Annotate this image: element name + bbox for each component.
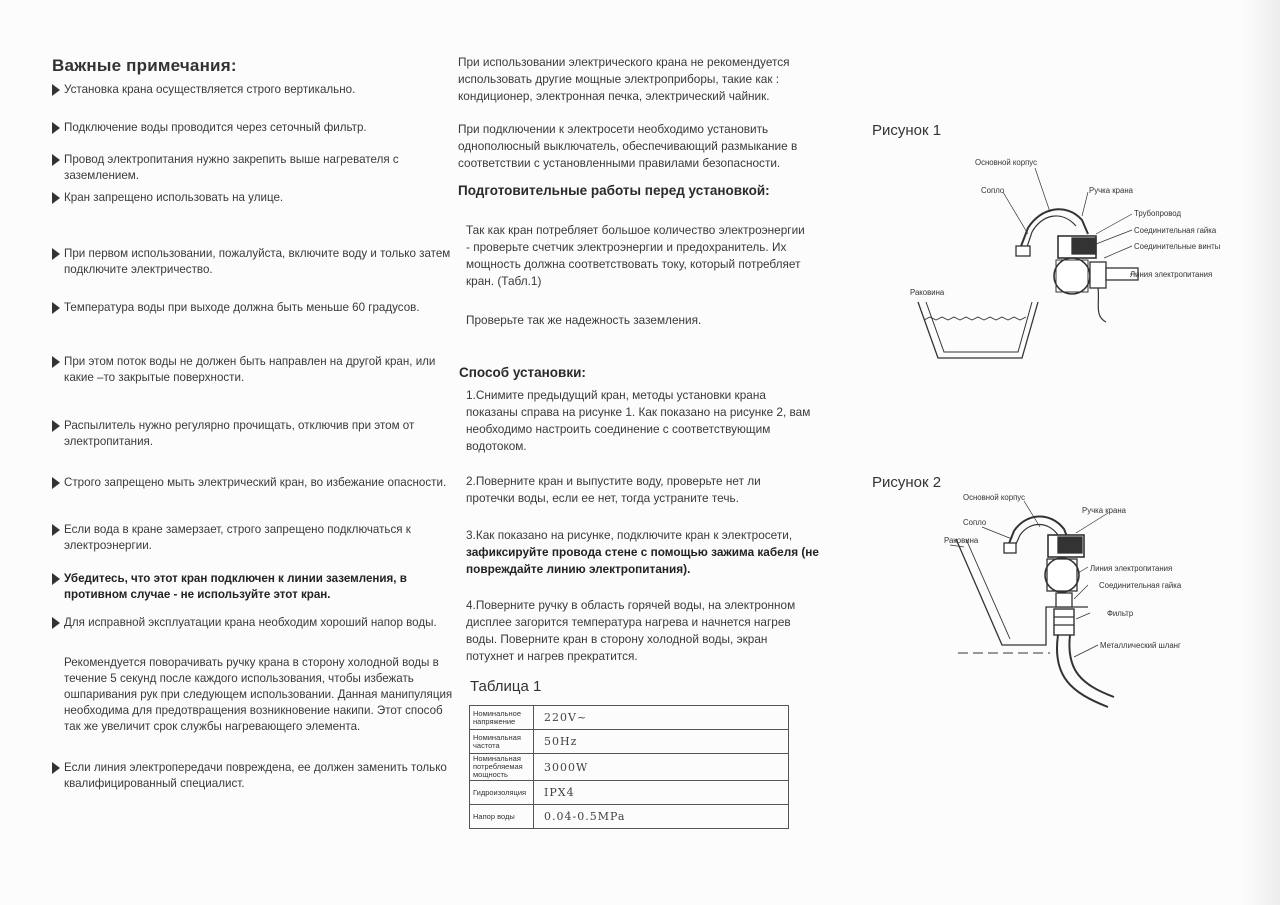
- note-text: Установка крана осуществляется строго вертикально.: [64, 83, 356, 96]
- install-step-3-bold: зафиксируйте провода стене с помощью зажима кабеля (не повреждайте линию электропитания).: [466, 545, 819, 576]
- fig2-label-body: Основной корпус: [963, 493, 1026, 502]
- bullet-arrow-icon: [52, 356, 60, 368]
- fig2-connecting-nut: [1056, 593, 1072, 607]
- important-notes-heading: Важные примечания:: [52, 56, 237, 75]
- spec-value: 0.04-0.5MPa: [534, 805, 789, 829]
- bullet-arrow-icon: [52, 420, 60, 432]
- fig2-label-sink: Раковина: [944, 536, 979, 545]
- table-row: [470, 781, 789, 805]
- fig2-label-nozzle: Сопло: [963, 518, 987, 527]
- table-row: [470, 706, 789, 730]
- bullet-arrow-icon: [52, 122, 60, 134]
- fig1-label-sink: Раковина: [910, 288, 945, 297]
- bullet-arrow-icon: [52, 573, 60, 585]
- fig1-heater-body: [1054, 258, 1090, 294]
- bullet-arrow-icon: [52, 762, 60, 774]
- intro-paragraph-1: При использовании электрического крана не рекомендуется использовать другие мощные электроприборы, такие как : кондиционер, электронная печка, электрический чайник.: [458, 55, 790, 103]
- bullet-arrow-icon: [52, 248, 60, 260]
- spec-label: Номинальная частота: [470, 730, 534, 754]
- note-text: Убедитесь, что этот кран подключен к линии заземления, в противном случае - не используйте этот кран.: [64, 572, 407, 601]
- table-row: [470, 730, 789, 754]
- bullet-arrow-icon: [52, 302, 60, 314]
- fig2-filter: [1054, 609, 1074, 635]
- fig1-label-nozzle: Сопло: [981, 186, 1005, 195]
- note-item: [52, 760, 457, 792]
- note-item: [52, 354, 457, 386]
- spec-value: 3000W: [534, 754, 789, 781]
- note-item: [52, 190, 457, 206]
- note-item: [52, 152, 457, 184]
- spec-value: 50Hz: [534, 730, 789, 754]
- fig1-label-screws: Соединительные винты: [1134, 242, 1221, 251]
- fig1-label-power: Линия электропитания: [1130, 270, 1213, 279]
- note-text: При этом поток воды не должен быть направлен на другой кран, или какие –то закрытые поверхности.: [64, 355, 436, 384]
- fig1-water-line: [924, 317, 1026, 320]
- bullet-arrow-icon: [52, 524, 60, 536]
- fig2-label-handle: Ручка крана: [1082, 506, 1126, 515]
- note-text: Если линия электропередачи повреждена, ее должен заменить только квалифицированный специалист.: [64, 761, 447, 790]
- scan-edge-shadow: [1242, 0, 1280, 905]
- fig1-label-handle: Ручка крана: [1089, 186, 1133, 195]
- fig2-label-power: Линия электропитания: [1090, 564, 1173, 573]
- fig2-label-hose: Металлический шланг: [1100, 641, 1181, 650]
- note-item: [52, 120, 457, 136]
- spec-value: 220V~: [534, 706, 789, 730]
- install-step-1: 1.Снимите предыдущий кран, методы установки крана показаны справа на рисунке 1. Как показано на рисунке 2, вам необходимо настроить соединение с соответствующим водотоком.: [466, 388, 811, 453]
- spec-label: Номинальное напряжение: [470, 706, 534, 730]
- note-item: [52, 615, 457, 631]
- spec-table: [469, 705, 789, 829]
- note-text: Температура воды при выходе должна быть меньше 60 градусов.: [64, 301, 420, 314]
- bullet-arrow-icon: [52, 154, 60, 166]
- prep-paragraph: Так как кран потребляет большое количество электроэнергии - проверьте счетчик электроэнергии и предохранитель. Их мощность должна соответствовать току, который потребляет кран. (Табл.1): [466, 223, 805, 288]
- fig1-label-nut: Соединительная гайка: [1134, 226, 1217, 235]
- note-text: Строго запрещено мыть электрический кран, во избежание опасности.: [64, 476, 447, 489]
- note-item: [52, 82, 457, 98]
- note-text: Подключение воды проводится через сеточный фильтр.: [64, 121, 367, 134]
- note-item: [52, 571, 457, 603]
- spec-label: Гидроизоляция: [470, 781, 534, 805]
- bullet-arrow-icon: [52, 84, 60, 96]
- note-item: [52, 418, 457, 450]
- note-text: Если вода в кране замерзает, строго запрещено подключаться к электроэнергии.: [64, 523, 411, 552]
- fig1-power-line: [1098, 288, 1106, 322]
- note-item: [52, 300, 457, 316]
- fig2-label-filter: Фильтр: [1107, 609, 1134, 618]
- install-step-2: 2.Поверните кран и выпустите воду, проверьте нет ли протечки воды, если ее нет, тогда устраните течь.: [466, 474, 761, 505]
- spec-value: IPX4: [534, 781, 789, 805]
- bullet-arrow-icon: [52, 192, 60, 204]
- note-item: [52, 522, 457, 554]
- note-text: Провод электропитания нужно закрепить выше нагревателя с заземлением.: [64, 153, 399, 182]
- note-text: При первом использовании, пожалуйста, включите воду и только затем подключите электричество.: [64, 247, 451, 276]
- spec-label: Номинальная потребляемая мощность: [470, 754, 534, 781]
- spec-label: Напор воды: [470, 805, 534, 829]
- bullet-arrow-icon: [52, 617, 60, 629]
- figure-1-title: Рисунок 1: [872, 122, 942, 139]
- fig1-label-pipe: Трубопровод: [1134, 209, 1182, 218]
- intro-paragraph-2: При подключении к электросети необходимо установить однополюсный выключатель, обеспечивающий размыкание в соответствии с установленными правилами безопасности.: [458, 122, 798, 170]
- fig2-label-nut: Соединительная гайка: [1099, 581, 1182, 590]
- note-item: [52, 655, 457, 735]
- figure-1-drawing: [900, 150, 1230, 370]
- note-text: Распылитель нужно регулярно прочищать, отключив при этом от электропитания.: [64, 419, 415, 448]
- install-step-3: [466, 527, 838, 578]
- note-text: Рекомендуется поворачивать ручку крана в сторону холодной воды в течение 5 секунд после каждого использования, чтобы избежать ошпаривания рук при следующем использовании. Данная манипуляция необходима для предотвращения возникновение накипи. Этот способ так же увеличит срок службы нагревающего элемента.: [64, 656, 453, 733]
- fig1-label-body: Основной корпус: [975, 158, 1038, 167]
- note-text: Кран запрещено использовать на улице.: [64, 191, 284, 204]
- note-item: [52, 246, 457, 278]
- figure-2-drawing: [930, 495, 1230, 725]
- note-item: [52, 475, 457, 491]
- figure-2-title: Рисунок 2: [872, 474, 942, 491]
- table-row: [470, 805, 789, 829]
- install-step-4: 4.Поверните ручку в область горячей воды, на электронном дисплее загорится температура нагрева и начнется нагрев воды. Поверните кран в сторону холодной воды, экран потухнет и нагрев прекратится.: [466, 598, 796, 663]
- bullet-arrow-icon: [52, 477, 60, 489]
- install-step-3-plain: 3.Как показано на рисунке, подключите кран к электросети,: [466, 528, 793, 542]
- note-text: Для исправной эксплуатации крана необходим хороший напор воды.: [64, 616, 437, 629]
- grounding-check-text: Проверьте так же надежность заземления.: [466, 313, 702, 327]
- table-row: [470, 754, 789, 781]
- prep-heading: Подготовительные работы перед установкой:: [458, 183, 770, 198]
- fig2-heater-body: [1045, 558, 1079, 592]
- install-heading: Способ установки:: [459, 365, 586, 380]
- table-title: Таблица 1: [470, 678, 542, 695]
